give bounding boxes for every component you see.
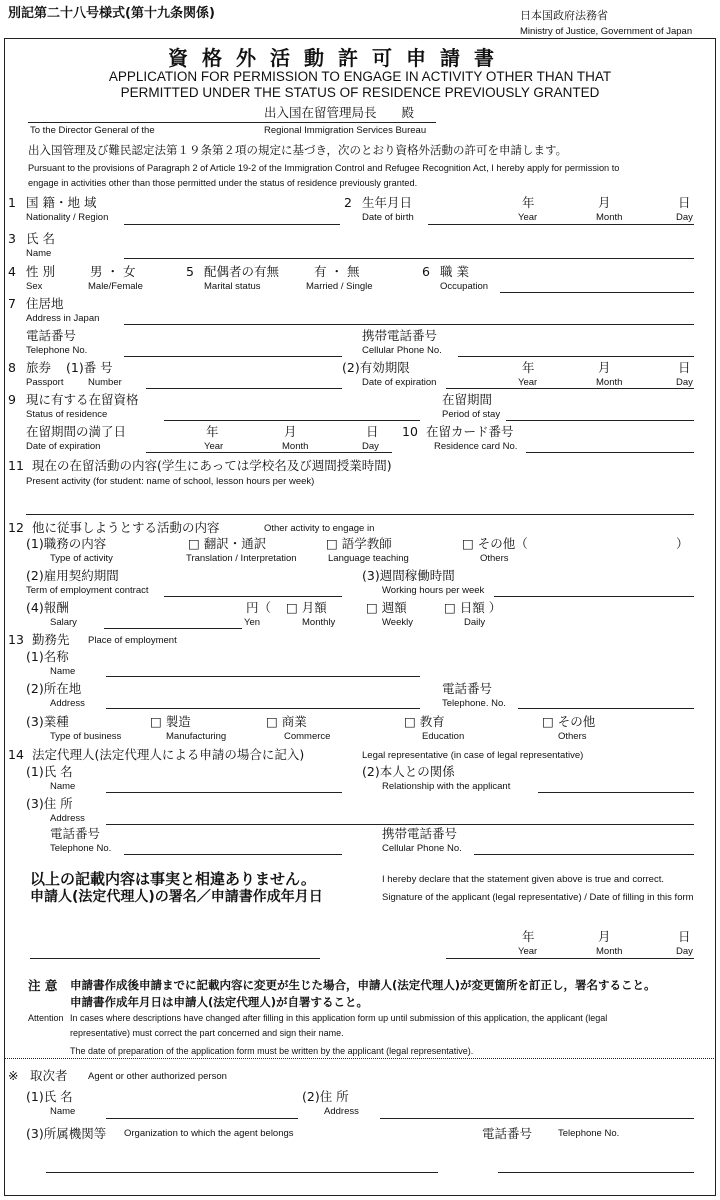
opt-others-jp[interactable]: □ その他（ [462, 536, 528, 551]
agent-name-label-jp: (1)氏 名 [26, 1089, 73, 1104]
intro-en-2: engage in activities other than those permitted under the status of residence previously granted. [28, 178, 418, 188]
salary-label-en: Salary [50, 617, 77, 628]
stay-month-en: Month [282, 441, 309, 452]
rep-relationship-label-jp: (2)本人との関係 [362, 764, 455, 779]
opt-others-close: ） [676, 536, 689, 551]
rep-relationship-field[interactable] [538, 792, 694, 793]
passport-month-jp: 月 [598, 360, 611, 375]
hours-field[interactable] [494, 596, 694, 597]
employment-label-en: Place of employment [88, 635, 177, 646]
sign-month-en: Month [596, 946, 623, 957]
stay-exp-field[interactable] [146, 452, 392, 453]
company-tel-label-jp: 電話番号 [442, 681, 493, 696]
biz-others-jp[interactable]: □ その他 [542, 714, 596, 729]
intro-jp: 出入国管理及び難民認定法第１９条第２項の規定に基づき，次のとおり資格外活動の許可を申請します。 [28, 143, 568, 157]
section-14-number: 14 [8, 747, 24, 762]
dob-field[interactable] [428, 224, 694, 225]
salary-monthly-en: Monthly [302, 617, 336, 628]
dob-label-jp: 生年月日 [362, 195, 413, 210]
other-activity-label-en: Other activity to engage in [264, 523, 375, 534]
dob-month-jp: 月 [598, 195, 611, 210]
section-2-number: 2 [344, 195, 352, 210]
passport-year-en: Year [518, 377, 538, 388]
signature-label-jp: 申請人(法定代理人)の署名／申請書作成年月日 [30, 889, 323, 905]
salary-weekly-en: Weekly [382, 617, 413, 628]
company-tel-label-en: Telephone. No. [442, 698, 506, 709]
attention-jp-1: 申請書作成後申請までに記載内容に変更が生じた場合，申請人(法定代理人)が変更箇所を訂正し，署名すること。 [70, 978, 656, 992]
section-3-number: 3 [8, 231, 16, 246]
marital-options-jp[interactable]: 有 ・ 無 [314, 264, 360, 279]
passport-month-en: Month [596, 377, 623, 388]
rep-tel-label-en: Telephone No. [50, 843, 112, 854]
ministry-en: Ministry of Justice, Government of Japan [520, 26, 693, 37]
other-activity-label-jp: 他に従事しようとする活動の内容 [32, 520, 220, 535]
attention-jp-2: 申請書作成年月日は申請人(法定代理人)が自署すること。 [70, 995, 369, 1009]
tel-label-jp: 電話番号 [26, 328, 77, 343]
section-10-number: 10 [402, 424, 418, 439]
attention-en-2: representative) must correct the part concerned and sign their name. [70, 1028, 344, 1038]
yen-en: Yen [244, 617, 261, 628]
section-9-number: 9 [8, 392, 16, 407]
declaration-en: I hereby declare that the statement given above is true and correct. [382, 874, 664, 885]
form-number: 別記第二十八号様式(第十九条関係) [8, 6, 215, 21]
attention-label-en: Attention [28, 1013, 64, 1023]
passport-exp-label-jp: (2)有効期限 [342, 360, 410, 375]
stay-month-jp: 月 [284, 424, 297, 439]
section-7-number: 7 [8, 296, 16, 311]
rep-name-field[interactable] [106, 792, 342, 793]
sign-day-jp: 日 [678, 929, 691, 944]
company-address-label-jp: (2)所在地 [26, 681, 82, 696]
cell-label-jp: 携帯電話番号 [362, 328, 438, 343]
passport-exp-field[interactable] [446, 388, 694, 389]
tel-field[interactable] [124, 356, 342, 357]
section-4-number: 4 [8, 264, 16, 279]
salary-field[interactable] [104, 628, 242, 629]
form-title-en-line2: PERMITTED UNDER THE STATUS OF RESIDENCE PREVIOUSLY GRANTED [120, 85, 600, 100]
agent-label-en: Agent or other authorized person [88, 1071, 227, 1082]
passport-number-label-jp: (1)番 号 [66, 360, 113, 375]
rep-cell-field[interactable] [474, 854, 694, 855]
nationality-field[interactable] [124, 224, 340, 225]
ministry-jp: 日本国政府法務省 [520, 9, 608, 22]
section-8-number: 8 [8, 360, 16, 375]
section-1-number: 1 [8, 195, 16, 210]
opt-translation-en: Translation / Interpretation [186, 553, 297, 564]
stay-day-en: Day [362, 441, 379, 452]
occupation-label-jp: 職 業 [440, 264, 469, 279]
stay-day-jp: 日 [366, 424, 379, 439]
dob-day-jp: 日 [678, 195, 691, 210]
cell-label-en: Cellular Phone No. [362, 345, 442, 356]
rep-cell-label-en: Cellular Phone No. [382, 843, 462, 854]
dob-month-en: Month [596, 212, 623, 223]
company-address-field[interactable] [106, 708, 420, 709]
sex-label-en: Sex [26, 281, 43, 292]
sign-month-jp: 月 [598, 929, 611, 944]
addressee-line[interactable] [28, 122, 436, 123]
period-field[interactable] [506, 420, 694, 421]
name-label-en: Name [26, 248, 52, 259]
passport-day-jp: 日 [678, 360, 691, 375]
present-activity-label-en: Present activity (for student: name of school, lesson hours per week) [26, 476, 315, 487]
company-name-label-en: Name [50, 666, 76, 677]
passport-exp-label-en: Date of expiration [362, 377, 437, 388]
biz-manufacturing-en: Manufacturing [166, 731, 227, 742]
passport-number-field[interactable] [146, 388, 342, 389]
status-field[interactable] [164, 420, 420, 421]
sign-date-field[interactable] [446, 958, 694, 959]
marital-options-en: Married / Single [306, 281, 373, 292]
agent-tel-field[interactable] [498, 1172, 694, 1173]
name-label-jp: 氏 名 [26, 231, 55, 246]
company-tel-field[interactable] [518, 708, 694, 709]
legal-rep-label-en: Legal representative (in case of legal representative) [362, 750, 584, 761]
sex-options-jp[interactable]: 男 ・ 女 [90, 264, 136, 279]
form-title-en-line1: APPLICATION FOR PERMISSION TO ENGAGE IN ACTIVITY OTHER THAN THAT [108, 69, 612, 84]
company-name-field[interactable] [106, 676, 420, 677]
business-type-label-en: Type of business [50, 731, 122, 742]
rep-address-label-jp: (3)住 所 [26, 796, 73, 811]
agent-mark: ※ [8, 1068, 19, 1083]
opt-others-en: Others [480, 553, 509, 564]
rep-name-label-en: Name [50, 781, 76, 792]
sign-year-en: Year [518, 946, 538, 957]
term-field[interactable] [164, 596, 342, 597]
occupation-label-en: Occupation [440, 281, 489, 292]
name-field[interactable] [124, 258, 694, 259]
activity-type-label-en: Type of activity [50, 553, 113, 564]
occupation-field[interactable] [500, 292, 694, 293]
company-address-label-en: Address [50, 698, 85, 709]
rep-address-field[interactable] [106, 824, 694, 825]
biz-commerce-jp[interactable]: □ 商業 [266, 714, 307, 729]
section-6-number: 6 [422, 264, 430, 279]
salary-weekly-jp[interactable]: □ 週額 [366, 600, 407, 615]
agent-label-jp: 取次者 [30, 1068, 68, 1083]
status-label-jp: 現に有する在留資格 [26, 392, 139, 407]
dob-year-jp: 年 [522, 195, 535, 210]
salary-daily-jp[interactable]: □ 日額 ） [444, 600, 502, 615]
sex-options-en: Male/Female [88, 281, 143, 292]
activity-type-label-jp: (1)職務の内容 [26, 536, 107, 551]
agent-name-field[interactable] [106, 1118, 298, 1119]
declaration-jp: 以上の記載内容は事実と相違ありません。 [30, 870, 316, 888]
opt-language-en: Language teaching [328, 553, 409, 564]
hours-label-en: Working hours per week [382, 585, 485, 596]
passport-label-en: Passport [26, 377, 64, 388]
period-label-en: Period of stay [442, 409, 501, 420]
employment-label-jp: 勤務先 [32, 632, 70, 647]
stay-exp-label-jp: 在留期間の満了日 [26, 424, 127, 439]
rep-tel-label-jp: 電話番号 [50, 826, 101, 841]
section-5-number: 5 [186, 264, 194, 279]
dob-label-en: Date of birth [362, 212, 414, 223]
section-12-number: 12 [8, 520, 24, 535]
rep-tel-field[interactable] [124, 854, 342, 855]
attention-label-jp: 注 意 [28, 978, 58, 993]
marital-label-jp: 配偶者の有無 [204, 264, 280, 279]
address-label-en: Address in Japan [26, 313, 100, 324]
section-11-number: 11 [8, 458, 24, 473]
addressee-jp: 出入国在留管理局長 殿 [264, 105, 415, 120]
dob-day-en: Day [676, 212, 693, 223]
period-label-jp: 在留期間 [442, 392, 493, 407]
section-13-number: 13 [8, 632, 24, 647]
signature-label-en: Signature of the applicant (legal representative) / Date of filling in this form [382, 892, 694, 903]
passport-number-label-en: Number [88, 377, 122, 388]
salary-label-jp: (4)報酬 [26, 600, 69, 615]
term-label-jp: (2)雇用契約期間 [26, 568, 119, 583]
agent-address-label-jp: (2)住 所 [302, 1089, 349, 1104]
form-title-jp: 資格外活動許可申請書 [168, 46, 508, 70]
residence-card-field[interactable] [526, 452, 694, 453]
address-label-jp: 住居地 [26, 296, 64, 311]
stay-year-en: Year [204, 441, 224, 452]
rep-name-label-jp: (1)氏 名 [26, 764, 73, 779]
legal-rep-label-jp: 法定代理人(法定代理人による申請の場合に記入) [32, 747, 305, 762]
nationality-label-jp: 国 籍・地 域 [26, 195, 97, 210]
cell-field[interactable] [458, 356, 694, 357]
agent-tel-label-jp: 電話番号 [482, 1126, 533, 1141]
agent-divider [4, 1058, 716, 1059]
intro-en-1: Pursuant to the provisions of Paragraph 2 of Article 19-2 of the Immigration Control and Refugee Recognition Act, I hereby apply for permission to [28, 163, 620, 173]
hours-label-jp: (3)週間稼働時間 [362, 568, 455, 583]
biz-education-en: Education [422, 731, 465, 742]
yen-jp: 円（ [246, 600, 272, 615]
opt-language-jp[interactable]: □ 語学教師 [326, 536, 392, 551]
biz-commerce-en: Commerce [284, 731, 331, 742]
biz-manufacturing-jp[interactable]: □ 製造 [150, 714, 191, 729]
present-activity-label-jp: 現在の在留活動の内容(学生にあっては学校名及び週間授業時間) [32, 458, 392, 473]
nationality-label-en: Nationality / Region [26, 212, 109, 223]
stay-year-jp: 年 [206, 424, 219, 439]
company-name-label-jp: (1)名称 [26, 649, 69, 664]
stay-exp-label-en: Date of expiration [26, 441, 101, 452]
signature-field[interactable] [30, 958, 320, 959]
salary-monthly-jp[interactable]: □ 月額 [286, 600, 327, 615]
rep-cell-label-jp: 携帯電話番号 [382, 826, 458, 841]
passport-label-jp: 旅券 [26, 360, 52, 375]
agent-org-field[interactable] [46, 1172, 438, 1173]
agent-org-label-en: Organization to which the agent belongs [124, 1128, 294, 1139]
addressee-en-right: Regional Immigration Services Bureau [264, 125, 427, 136]
term-label-en: Term of employment contract [26, 585, 149, 596]
agent-tel-label-en: Telephone No. [558, 1128, 620, 1139]
attention-en-3: The date of preparation of the application form must be written by the applicant (legal representative). [70, 1046, 474, 1056]
passport-year-jp: 年 [522, 360, 535, 375]
agent-address-field[interactable] [380, 1118, 694, 1119]
salary-daily-en: Daily [464, 617, 486, 628]
agent-org-label-jp: (3)所属機関等 [26, 1126, 107, 1141]
address-field[interactable] [124, 324, 694, 325]
business-type-label-jp: (3)業種 [26, 714, 69, 729]
passport-day-en: Day [676, 377, 693, 388]
opt-translation-jp[interactable]: □ 翻訳・通訳 [188, 536, 267, 551]
sign-day-en: Day [676, 946, 693, 957]
present-activity-field[interactable] [26, 514, 694, 515]
attention-en-1: In cases where descriptions have changed after filling in this application form up until submission of this application, the applicant (legal [70, 1013, 608, 1023]
rep-relationship-label-en: Relationship with the applicant [382, 781, 511, 792]
agent-name-label-en: Name [50, 1106, 76, 1117]
biz-others-en: Others [558, 731, 587, 742]
residence-card-label-en: Residence card No. [434, 441, 518, 452]
tel-label-en: Telephone No. [26, 345, 88, 356]
biz-education-jp[interactable]: □ 教育 [404, 714, 445, 729]
sign-year-jp: 年 [522, 929, 535, 944]
agent-address-label-en: Address [324, 1106, 359, 1117]
sex-label-jp: 性 別 [26, 264, 55, 279]
rep-address-label-en: Address [50, 813, 85, 824]
addressee-en-left: To the Director General of the [30, 125, 155, 136]
residence-card-label-jp: 在留カード番号 [426, 424, 514, 439]
dob-year-en: Year [518, 212, 538, 223]
status-label-en: Status of residence [26, 409, 108, 420]
marital-label-en: Marital status [204, 281, 261, 292]
